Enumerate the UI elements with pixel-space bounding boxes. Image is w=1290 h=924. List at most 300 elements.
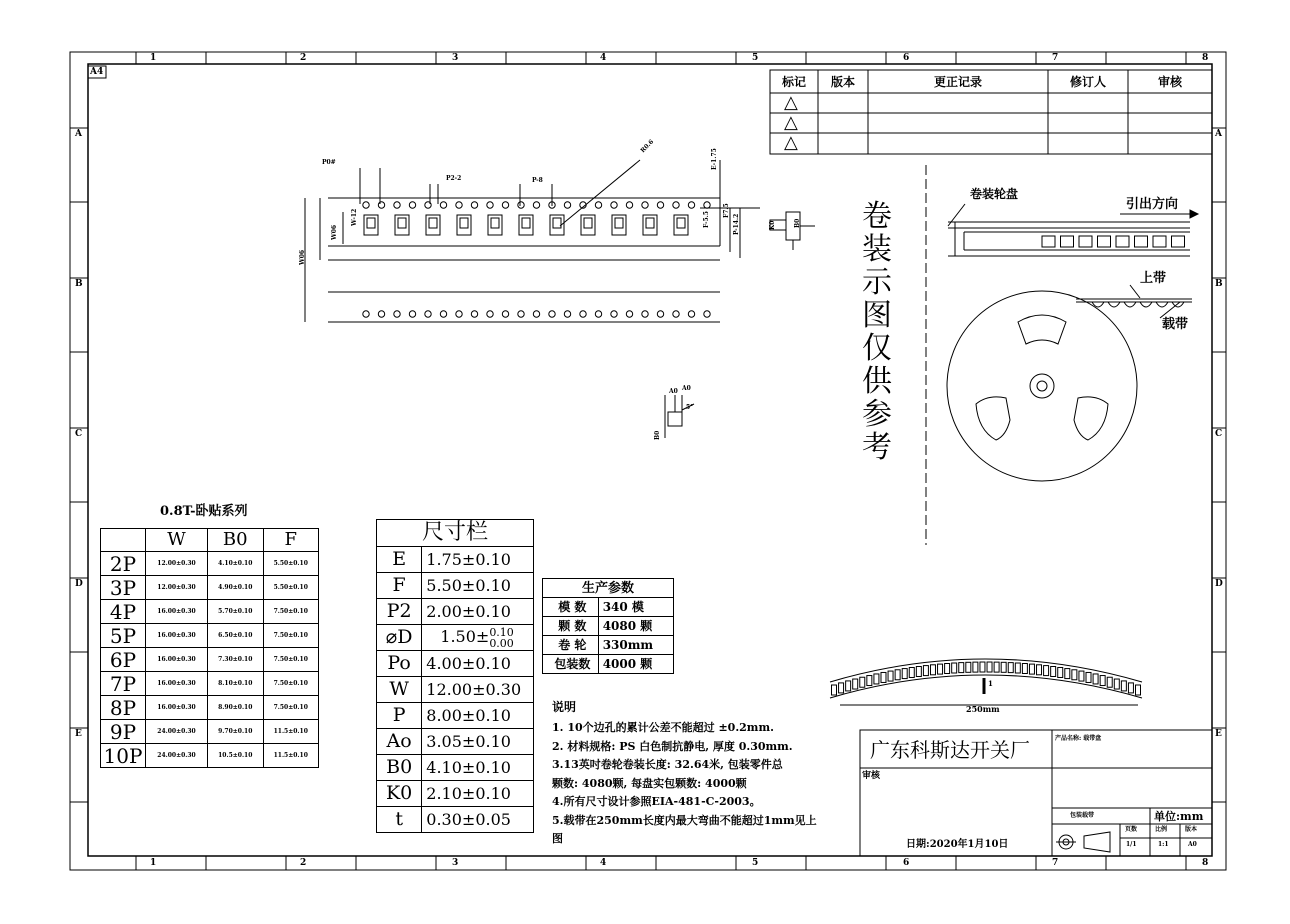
column-label-bottom: 4 (600, 858, 607, 868)
spec-cell: 7.50±0.10 (263, 648, 319, 672)
side-pocket (1061, 236, 1074, 247)
tape-strip-drawing (305, 160, 815, 322)
spec-cell: 7.50±0.10 (263, 600, 319, 624)
scale-label: 比例 (1155, 826, 1168, 833)
dimension-key: t (377, 807, 422, 833)
sprocket-hole (595, 202, 601, 208)
revision-mark: △ (784, 92, 798, 113)
dimension-table (376, 519, 534, 833)
reel-side-pockets (1042, 236, 1185, 247)
sprocket-hole (673, 311, 679, 317)
sprocket-hole (564, 202, 570, 208)
table-row (377, 547, 534, 573)
tape-pocket-inner (677, 218, 685, 228)
production-value: 4080 颗 (598, 617, 673, 636)
dimension-key: F (377, 573, 422, 599)
spec-cell: 3P (101, 576, 146, 600)
tape-pocket-inner (491, 218, 499, 228)
curve-tick (1107, 677, 1112, 687)
curve-tick (973, 662, 978, 672)
column-label-bottom: 5 (752, 858, 759, 868)
curve-tick (1128, 683, 1133, 693)
spec-cell: 7.30±0.10 (208, 648, 263, 672)
table-row (377, 573, 534, 599)
sprocket-hole (471, 311, 477, 317)
curve-tick (1065, 669, 1070, 679)
reel-label: 卷装轮盘 (970, 187, 1019, 201)
column-label-top: 8 (1202, 53, 1209, 63)
column-label-bottom: 6 (903, 858, 910, 868)
sheet-size-label: A4 (90, 67, 104, 77)
table-row (101, 648, 319, 672)
dimension-key: Po (377, 651, 422, 677)
curve-tick (860, 677, 865, 687)
table-row (543, 636, 674, 655)
side-pocket (1098, 236, 1111, 247)
column-label-top: 6 (903, 53, 910, 63)
tape-dimension-label: K0 (769, 220, 776, 230)
column-label-bottom: 7 (1052, 858, 1059, 868)
dimension-value: 5.50±0.10 (422, 573, 534, 599)
tape-bump (1124, 302, 1136, 307)
sprocket-holes-bottom (363, 311, 710, 317)
sprocket-hole (363, 311, 369, 317)
curve-tick (1001, 662, 1006, 672)
dimension-key: B0 (377, 755, 422, 781)
sprocket-hole (518, 311, 524, 317)
curve-tick (909, 667, 914, 677)
spec-cell: 24.00±0.30 (146, 744, 208, 768)
revision-header-cell: 修订人 (1069, 75, 1106, 89)
row-label-right: E (1215, 729, 1222, 739)
spec-header-blank (101, 529, 146, 552)
curve-length-label: 250mm (966, 704, 1000, 714)
cover-carrier-tape (1076, 285, 1192, 318)
column-label-top: 3 (452, 53, 459, 63)
sprocket-hole (549, 311, 555, 317)
curve-tick (938, 664, 943, 674)
tape-dimension-label: A0 (669, 388, 678, 395)
production-title: 生产参数 (543, 579, 674, 598)
side-pocket (1116, 236, 1129, 247)
sprocket-hole (425, 311, 431, 317)
row-label-left: C (75, 429, 83, 439)
curve-bend-label: 1 (988, 679, 993, 688)
spec-cell: 11.5±0.10 (263, 720, 319, 744)
scale-value: 1:1 (1158, 841, 1169, 848)
curve-tick (881, 672, 886, 682)
table-row (543, 617, 674, 636)
sprocket-hole (626, 202, 632, 208)
spec-table-title: 0.8T-卧贴系列 (160, 504, 248, 519)
note-line: 4.所有尺寸设计参照EIA-481-C-2003。 (552, 795, 761, 808)
sprocket-hole (626, 311, 632, 317)
table-row (377, 651, 534, 677)
curve-tick (1100, 676, 1105, 686)
revision-header-cell: 更正记录 (933, 75, 982, 89)
dimension-value: 4.00±0.10 (422, 651, 534, 677)
spec-cell: 4.10±0.10 (208, 552, 263, 576)
dimension-value: 2.00±0.10 (422, 599, 534, 625)
curve-tick (1015, 663, 1020, 673)
pages-value: 1/1 (1126, 841, 1137, 848)
curve-tick (945, 664, 950, 674)
curve-tick (895, 670, 900, 680)
row-label-left: E (75, 729, 82, 739)
sprocket-hole (611, 311, 617, 317)
sprocket-hole (611, 202, 617, 208)
side-pocket (1042, 236, 1055, 247)
spec-cell: 4P (101, 600, 146, 624)
sprocket-hole (394, 202, 400, 208)
sprocket-hole (642, 311, 648, 317)
sprocket-hole (440, 202, 446, 208)
spec-cell: 12.00±0.30 (146, 576, 208, 600)
production-value: 330mm (598, 636, 673, 655)
spec-cell: 11.5±0.10 (263, 744, 319, 768)
row-label-right: C (1215, 429, 1223, 439)
dimension-key: W (377, 677, 422, 703)
side-pocket (1153, 236, 1166, 247)
revision-header-cell: 标记 (781, 75, 806, 89)
curve-tick (959, 663, 964, 673)
dimension-key: P (377, 703, 422, 729)
column-label-top: 2 (300, 53, 307, 63)
production-key: 颗 数 (543, 617, 599, 636)
spec-cell: 8.10±0.10 (208, 672, 263, 696)
spec-cell: 4.90±0.10 (208, 576, 263, 600)
review-label: 审核 (862, 771, 881, 781)
spec-cell: 5.50±0.10 (263, 576, 319, 600)
tape-dimension-label: R0.6 (639, 138, 656, 155)
sprocket-hole (363, 202, 369, 208)
sprocket-hole (657, 311, 663, 317)
dimension-value: 12.00±0.30 (422, 677, 534, 703)
curve-tick (1086, 672, 1091, 682)
table-row (101, 720, 319, 744)
column-label-top: 1 (150, 53, 157, 63)
curve-tick (1136, 685, 1141, 695)
table-row (101, 600, 319, 624)
sprocket-hole (704, 202, 710, 208)
production-value: 4000 颗 (598, 655, 673, 674)
tape-dimension-label: B0 (794, 218, 801, 228)
table-row (101, 576, 319, 600)
sprocket-hole (425, 202, 431, 208)
column-label-top: 5 (752, 53, 759, 63)
tape-dimension-label: P-8 (532, 177, 543, 184)
tape-pocket-inner (615, 218, 623, 228)
curve-tick (1008, 663, 1013, 673)
spec-cell: 16.00±0.30 (146, 624, 208, 648)
sprocket-hole (502, 202, 508, 208)
tape-pocket-inner (522, 218, 530, 228)
sprocket-hole (409, 311, 415, 317)
note-line: 颗数: 4080颗, 每盘实包颗数: 4000颗 (552, 776, 747, 790)
spec-cell: 16.00±0.30 (146, 672, 208, 696)
sprocket-hole (688, 311, 694, 317)
spec-cell: 7.50±0.10 (263, 624, 319, 648)
tape-dimension-label: F-5.5 (703, 211, 710, 228)
note-line: 2. 材料规格: PS 白色制抗静电, 厚度 0.30mm. (552, 739, 793, 753)
row-label-right: D (1215, 579, 1223, 589)
tape-dimension-label: P0# (322, 159, 336, 166)
tape-pocket-inner (398, 218, 406, 228)
curve-tick (1121, 681, 1126, 691)
revision-mark: △ (784, 112, 798, 133)
spec-cell: 7P (101, 672, 146, 696)
vertical-note-char: 图 (862, 298, 892, 333)
tape-pockets (364, 215, 688, 235)
dimension-key: P2 (377, 599, 422, 625)
dimension-value: 4.10±0.10 (422, 755, 534, 781)
curve-tick (980, 662, 985, 672)
sprocket-hole (657, 202, 663, 208)
table-row (101, 624, 319, 648)
spec-cell: 16.00±0.30 (146, 648, 208, 672)
product-name: 产品名称: 载带盘 (1055, 735, 1102, 742)
revision-header-cell: 审核 (1157, 75, 1182, 89)
revision-mark: △ (784, 132, 798, 153)
curve-tick (916, 666, 921, 676)
tape-dimension-label: P-14.2 (733, 213, 740, 235)
production-key: 模 数 (543, 598, 599, 617)
date-label: 日期:2020年1月10日 (906, 839, 1009, 850)
sprocket-hole (456, 202, 462, 208)
curve-tick (1072, 670, 1077, 680)
tape-pocket-inner (429, 218, 437, 228)
curve-tick (867, 676, 872, 686)
carrier-tape-label: 载带 (1162, 317, 1189, 332)
vertical-note (860, 200, 894, 464)
curve-tick (839, 683, 844, 693)
spec-cell: 6P (101, 648, 146, 672)
spec-cell: 9.70±0.10 (208, 720, 263, 744)
tape-dimension-label: 5° (686, 404, 694, 411)
side-pocket (1172, 236, 1185, 247)
vertical-note-char: 示 (862, 265, 892, 300)
production-key: 卷 轮 (543, 636, 599, 655)
tape-bump (1108, 302, 1120, 307)
sprocket-hole (518, 202, 524, 208)
spec-cell: 10P (101, 744, 146, 768)
sprocket-hole (564, 311, 570, 317)
curve-tick (832, 685, 837, 695)
sprocket-hole (688, 202, 694, 208)
side-pocket (1135, 236, 1148, 247)
spec-cell: 5.50±0.10 (263, 552, 319, 576)
curve-tick (874, 674, 879, 684)
curve-tick (846, 681, 851, 691)
curve-tick (1044, 666, 1049, 676)
sprocket-hole (394, 311, 400, 317)
table-row (543, 598, 674, 617)
sprocket-hole (642, 202, 648, 208)
spec-header-cell: W (146, 529, 208, 552)
row-label-right: A (1215, 129, 1222, 139)
sprocket-hole (533, 202, 539, 208)
spec-table (100, 528, 319, 768)
cover-tape-label: 上带 (1140, 271, 1167, 286)
curve-tick (994, 662, 999, 672)
company-name: 广东科斯达开关厂 (870, 738, 1030, 762)
vertical-note-char: 装 (862, 232, 892, 267)
spec-cell: 8P (101, 696, 146, 720)
vertical-note-char: 考 (862, 430, 892, 465)
column-label-bottom: 1 (150, 858, 157, 868)
pages-label: 页数 (1125, 826, 1138, 833)
curve-tick (987, 662, 992, 672)
direction-label: 引出方向 (1126, 197, 1179, 212)
spec-cell: 24.00±0.30 (146, 720, 208, 744)
sprocket-hole (471, 202, 477, 208)
dimension-value: 1.75±0.10 (422, 547, 534, 573)
spec-header-cell: F (263, 529, 319, 552)
version-value: A0 (1188, 841, 1197, 848)
column-label-bottom: 3 (452, 858, 459, 868)
curve-tick (966, 662, 971, 672)
tape-dimension-label: F7.5 (723, 203, 730, 218)
dimension-key: Ao (377, 729, 422, 755)
table-row (101, 552, 319, 576)
revision-header-cell: 版本 (830, 75, 855, 89)
curve-tick (1022, 664, 1027, 674)
version-label: 版本 (1185, 826, 1198, 833)
dimension-key: ⌀D (377, 625, 422, 651)
sprocket-hole (487, 202, 493, 208)
tape-pocket-inner (367, 218, 375, 228)
sprocket-hole (487, 311, 493, 317)
spec-cell: 5.70±0.10 (208, 600, 263, 624)
tape-dimension-label: W06 (331, 224, 338, 240)
vertical-note-char: 卷 (862, 199, 892, 234)
spec-cell: 6.50±0.10 (208, 624, 263, 648)
spec-cell: 7.50±0.10 (263, 696, 319, 720)
material-label: 包装载带 (1070, 812, 1095, 819)
table-row (377, 807, 534, 833)
production-table (542, 578, 674, 674)
row-label-right: B (1215, 279, 1223, 289)
dimension-value: 1.50± 0.10 0.00 (422, 625, 534, 651)
sprocket-hole (502, 311, 508, 317)
row-label-left: A (75, 129, 82, 139)
curve-tick (1079, 671, 1084, 681)
curve-tick (853, 679, 858, 689)
bend-curve (830, 659, 1142, 705)
table-row (377, 677, 534, 703)
curve-tick (1051, 666, 1056, 676)
curve-tick (1093, 674, 1098, 684)
table-row (377, 755, 534, 781)
dimension-key: E (377, 547, 422, 573)
column-label-top: 7 (1052, 53, 1059, 63)
curve-tick (1058, 667, 1063, 677)
spec-cell: 12.00±0.30 (146, 552, 208, 576)
table-row (543, 655, 674, 674)
carrier-tape-bumps (1092, 302, 1184, 307)
table-row (377, 703, 534, 729)
unit-label: 单位:mm (1154, 810, 1204, 823)
curve-tick (930, 665, 935, 675)
reel-front-view (947, 291, 1137, 481)
dimension-value: 3.05±0.10 (422, 729, 534, 755)
spec-cell: 16.00±0.30 (146, 696, 208, 720)
table-row (377, 729, 534, 755)
note-line: 1. 10个边孔的累计公差不能超过 ±0.2mm. (552, 721, 774, 734)
spec-cell: 8.90±0.10 (208, 696, 263, 720)
curve-tick (923, 666, 928, 676)
pocket-detail (665, 395, 694, 438)
curve-tick (1037, 665, 1042, 675)
tape-dimension-label: B0 (654, 430, 661, 440)
tape-dimension-label: W06 (299, 249, 306, 265)
note-line: 5.载带在250mm长度内最大弯曲不能超过1mm见上 (552, 813, 817, 827)
vertical-note-char: 参 (862, 397, 892, 432)
sprocket-hole (378, 202, 384, 208)
sprocket-hole (595, 311, 601, 317)
curve-tick (1029, 664, 1034, 674)
note-line: 3.13英吋卷轮卷装长度: 32.64米, 包装零件总 (552, 758, 783, 771)
tape-pocket-inner (553, 218, 561, 228)
notes-title: 说明 (552, 700, 577, 714)
spec-cell: 16.00±0.30 (146, 600, 208, 624)
sprocket-hole (440, 311, 446, 317)
tape-dimension-label: W-12 (351, 208, 358, 226)
column-label-bottom: 2 (300, 858, 307, 868)
spec-cell: 2P (101, 552, 146, 576)
dimension-value: 0.30±0.05 (422, 807, 534, 833)
curve-tick (952, 663, 957, 673)
tape-pocket-inner (584, 218, 592, 228)
table-row (101, 672, 319, 696)
sprocket-hole (673, 202, 679, 208)
tape-dimension-label: E-1.75 (711, 148, 718, 170)
sprocket-hole (456, 311, 462, 317)
dimension-value: 8.00±0.10 (422, 703, 534, 729)
sprocket-hole (533, 311, 539, 317)
spec-cell: 5P (101, 624, 146, 648)
spec-header-cell: B0 (208, 529, 263, 552)
table-row (377, 625, 534, 651)
tape-pocket-inner (646, 218, 654, 228)
sprocket-hole (704, 311, 710, 317)
spec-cell: 9P (101, 720, 146, 744)
note-line: 图 (552, 832, 563, 845)
tape-bump (1140, 302, 1152, 307)
tape-bump (1156, 302, 1168, 307)
curve-tick (902, 669, 907, 679)
spec-cell: 10.5±0.10 (208, 744, 263, 768)
dimension-key: K0 (377, 781, 422, 807)
production-key: 包装数 (543, 655, 599, 674)
tape-bump (1172, 302, 1184, 307)
curve-tick (1114, 679, 1119, 689)
tape-dimension-label: A0 (682, 385, 691, 392)
dimension-value: 2.10±0.10 (422, 781, 534, 807)
bend-curve-ticks (832, 662, 1141, 695)
row-label-left: B (75, 279, 83, 289)
dimension-table-title: 尺寸栏 (377, 520, 534, 547)
column-label-bottom: 8 (1202, 858, 1209, 868)
side-pocket (1079, 236, 1092, 247)
tape-pocket-inner (460, 218, 468, 228)
vertical-note-char: 供 (862, 364, 892, 399)
table-row (377, 599, 534, 625)
table-row (377, 781, 534, 807)
row-label-left: D (75, 579, 83, 589)
sprocket-hole (580, 311, 586, 317)
spec-cell: 7.50±0.10 (263, 672, 319, 696)
